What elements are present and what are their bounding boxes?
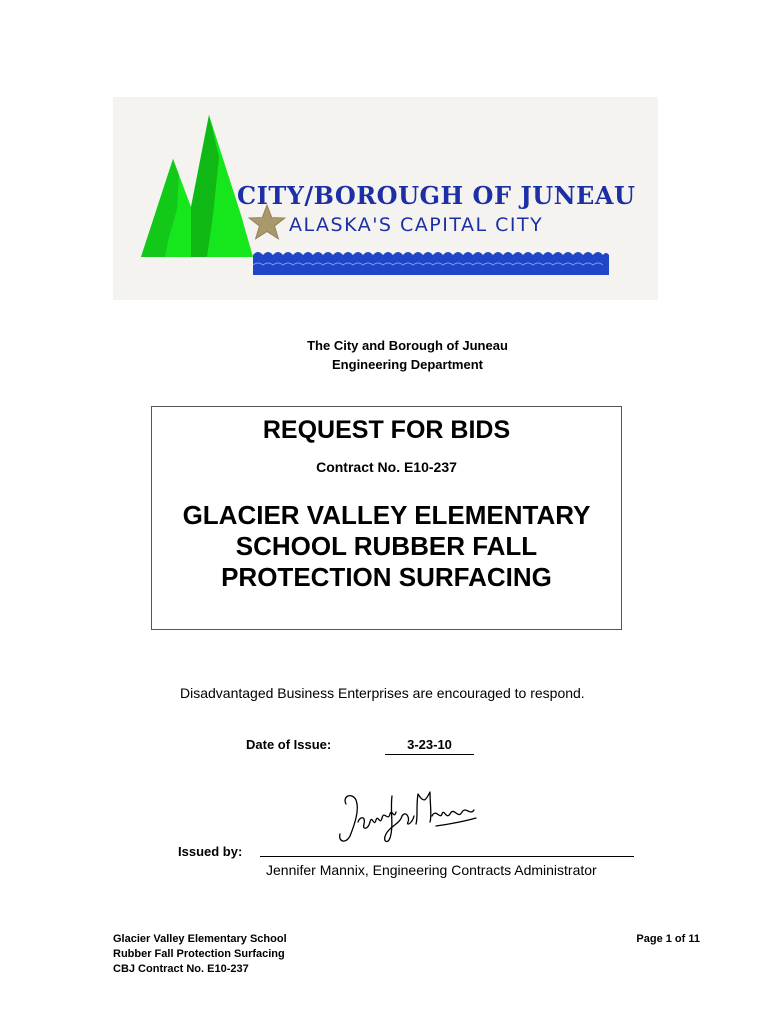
footer-line: CBJ Contract No. E10-237 [113, 963, 249, 975]
department-name: Engineering Department [332, 357, 483, 372]
issued-by-label: Issued by: [178, 844, 243, 859]
rfb-heading: REQUEST FOR BIDS [262, 416, 511, 444]
request-for-bids-box [151, 406, 622, 630]
dbe-notice: Disadvantaged Business Enterprises are encouraged to respond. [180, 685, 585, 701]
project-title [152, 500, 621, 593]
footer-line: Glacier Valley Elementary School [113, 933, 287, 945]
org-name: The City and Borough of Juneau [307, 338, 508, 353]
footer-line: Rubber Fall Protection Surfacing [113, 948, 285, 960]
logo-title: CITY/BOROUGH OF JUNEAU [237, 181, 636, 210]
contract-number: Contract No. E10-237 [316, 459, 457, 475]
project-title-line: SCHOOL RUBBER FALL [235, 531, 538, 561]
cbj-logo [113, 97, 658, 300]
page-number: Page 1 of 11 [636, 933, 700, 945]
date-of-issue-label: Date of Issue: [246, 737, 332, 752]
date-of-issue-value: 3-23-10 [385, 736, 474, 755]
logo-subtitle: ALASKA'S CAPITAL CITY [289, 214, 544, 236]
waves-icon [253, 252, 609, 275]
project-title-line: GLACIER VALLEY ELEMENTARY [182, 500, 591, 530]
issuer-name: Jennifer Mannix, Engineering Contracts Administrator [266, 862, 597, 878]
footer-project-info [113, 932, 287, 977]
handwritten-signature [332, 786, 482, 848]
signature-line [260, 856, 634, 857]
project-title-line: PROTECTION SURFACING [221, 562, 552, 592]
